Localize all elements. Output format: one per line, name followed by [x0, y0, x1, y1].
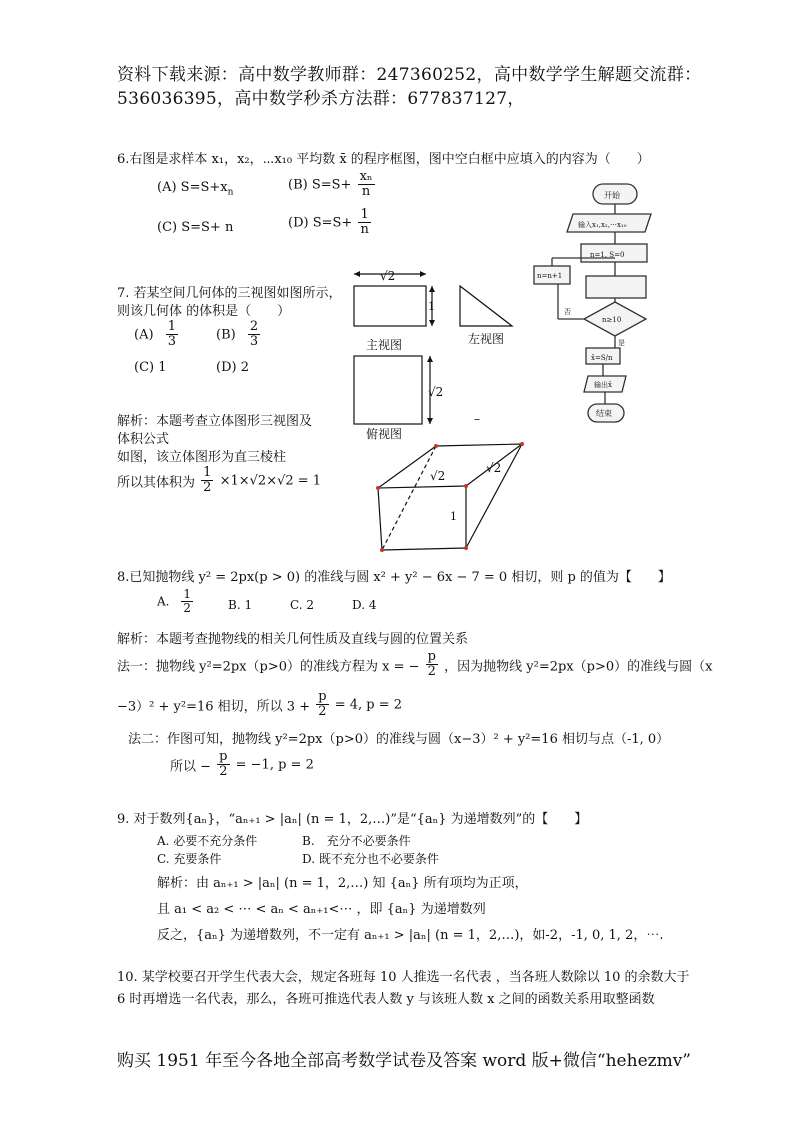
side-view-label: 左视图 [468, 332, 505, 346]
q6-option-c: (C) S=S+ n [157, 220, 234, 235]
q8-solution: 解析：本题考查抛物线的相关几何性质及直线与圆的位置关系 [117, 632, 469, 647]
top-view-rect [354, 356, 422, 424]
q9-stem: 9. 对于数列{aₙ}，“aₙ₊₁ > |aₙ| (n = 1，2,…)”是“{aₙ} 为递增数列”的【 】 [117, 812, 588, 827]
q8-method-2: 法二：作图可知，抛物线 y²=2px（p>0）的准线与圆（x−3）² + y²=16 相切与点（-1, 0） [128, 732, 670, 747]
header-line-1: 资料下载来源：高中数学教师群：247360252，高中数学学生解题交流群： [117, 65, 702, 85]
q7-option-d: (D) 2 [216, 360, 249, 375]
q7-stem-2: 则该几何体 的体积是（ ） [117, 304, 291, 319]
prism-edge-label-1: √2 [430, 469, 446, 483]
q8-option-d: D. 4 [352, 598, 377, 612]
q7-solution-3: 如图，该立体图形为直三棱柱 [117, 450, 287, 465]
q7-option-b: (B) $\frac{2}{3}$ [216, 319, 259, 350]
q8-option-c: C. 2 [290, 598, 315, 612]
q9-option-b: B. 充分不必要条件 [302, 834, 411, 848]
q8-method-1: 法一：抛物线 y²=2px（p>0）的准线方程为 x = − $\frac{p}{2}$ ，因为抛物线 y²=2px（p>0）的准线与圆（x [117, 649, 713, 680]
q10-line-1: 10. 某学校要召开学生代表大会，规定各班每 10 人推选一名代表 ，当各班人数除以 10 的余数大于 [117, 970, 690, 985]
q6-stem: 6.右图是求样本 x₁，x₂，⋯x₁₀ 平均数 x̄ 的程序框图，图中空白框中应填入的内容为（ ） [117, 152, 650, 167]
q9-solution-1: 解析：由 aₙ₊₁ > |aₙ| (n = 1，2,…) 知 {aₙ} 所有项均为正项， [157, 876, 528, 891]
q7-stem-1: 7. 若某空间几何体的三视图如图所示， [117, 286, 342, 301]
q7-solution-1: 解析：本题考查立体图形三视图及 [117, 414, 313, 429]
q7-option-a: (A) $\frac{1}{3}$ [134, 319, 176, 350]
q8-method-2-cont: 所以 − $\frac{p}{2}$ = −1, p = 2 [170, 749, 314, 780]
footer-text: 购买 1951 年至今各地全部高考数学试卷及答案 word 版+微信“hehezmv” [117, 1051, 691, 1071]
q9-solution-2: 且 a₁ < a₂ < ⋯ < aₙ < aₙ₊₁<⋯ ，即 {aₙ} 为递增数列 [157, 902, 486, 917]
flow-input-text: 输入x₁,x₂,⋯x₁₀ [578, 221, 627, 229]
flow-incr-text: n=n+1 [537, 272, 563, 280]
q6-option-d: (D) S=S+ $\frac{1}{n}$ [288, 207, 369, 238]
top-view-label: 俯视图 [366, 427, 403, 441]
flowchart-diagram [528, 178, 678, 428]
q8-stem: 8.已知抛物线 y² = 2px(p > 0) 的准线与圆 x² + y² − 6x − 7 = 0 相切，则 p 的值为【 】 [117, 570, 671, 585]
q8-option-a: A. $\frac{1}{2}$ [157, 587, 191, 616]
top-depth-label: √2 [428, 385, 444, 399]
flow-start-text: 开始 [604, 191, 620, 200]
flow-no-text: 否 [564, 308, 571, 316]
front-view-label: 主视图 [366, 338, 403, 352]
front-view-rect [354, 286, 426, 326]
q9-option-c: C. 充要条件 [157, 852, 222, 866]
q7-solution-4: 所以其体积为 $\frac{1}{2}$ ×1×√2×√2 = 1 [117, 465, 322, 496]
flow-output-text: 输出x̄ [594, 381, 612, 389]
header-line-2: 536036395，高中数学秒杀方法群：677837127， [117, 89, 525, 109]
three-views-diagram [344, 262, 524, 462]
q7-option-c: (C) 1 [134, 360, 167, 375]
q10-line-2: 6 时再增选一名代表，那么，各班可推选代表人数 y 与该班人数 x 之间的函数关系用取整函数 [117, 992, 655, 1007]
q6-option-a: (A) $S=S+x_n$ [157, 180, 234, 198]
front-height-label: 1 [428, 300, 435, 313]
flow-yes-text: 是 [618, 339, 625, 347]
dash-mark: – [474, 412, 480, 426]
prism-diagram [368, 440, 538, 558]
q9-option-a: A. 必要不充分条件 [157, 834, 258, 848]
front-width-label: √2 [380, 269, 396, 283]
prism-edge-label-2: √2 [486, 461, 502, 475]
q8-option-b: B. 1 [228, 598, 253, 612]
flow-blank-node [586, 276, 646, 298]
q8-method-1-cont: −3）² + y²=16 相切，所以 3 + $\frac{p}{2}$ = 4, p = 2 [117, 689, 403, 720]
q9-solution-3: 反之，{aₙ} 为递增数列，不一定有 aₙ₊₁ > |aₙ| (n = 1，2,…)，如-2，-1, 0, 1, 2，⋯. [157, 928, 664, 943]
flow-end-text: 结束 [596, 409, 612, 418]
q9-option-d: D. 既不充分也不必要条件 [302, 852, 439, 866]
flow-avg-text: x̄=S/n [591, 354, 613, 362]
prism-height-label: 1 [450, 510, 457, 523]
side-view-triangle [460, 286, 512, 326]
flow-cond-text: n≥10 [602, 316, 622, 324]
q6-option-b: (B) S=S+ $\frac{\text{xₙ}}{n}$ [288, 169, 373, 200]
flow-init-text: n=1, S=0 [590, 251, 625, 259]
q7-solution-2: 体积公式 [117, 432, 170, 447]
